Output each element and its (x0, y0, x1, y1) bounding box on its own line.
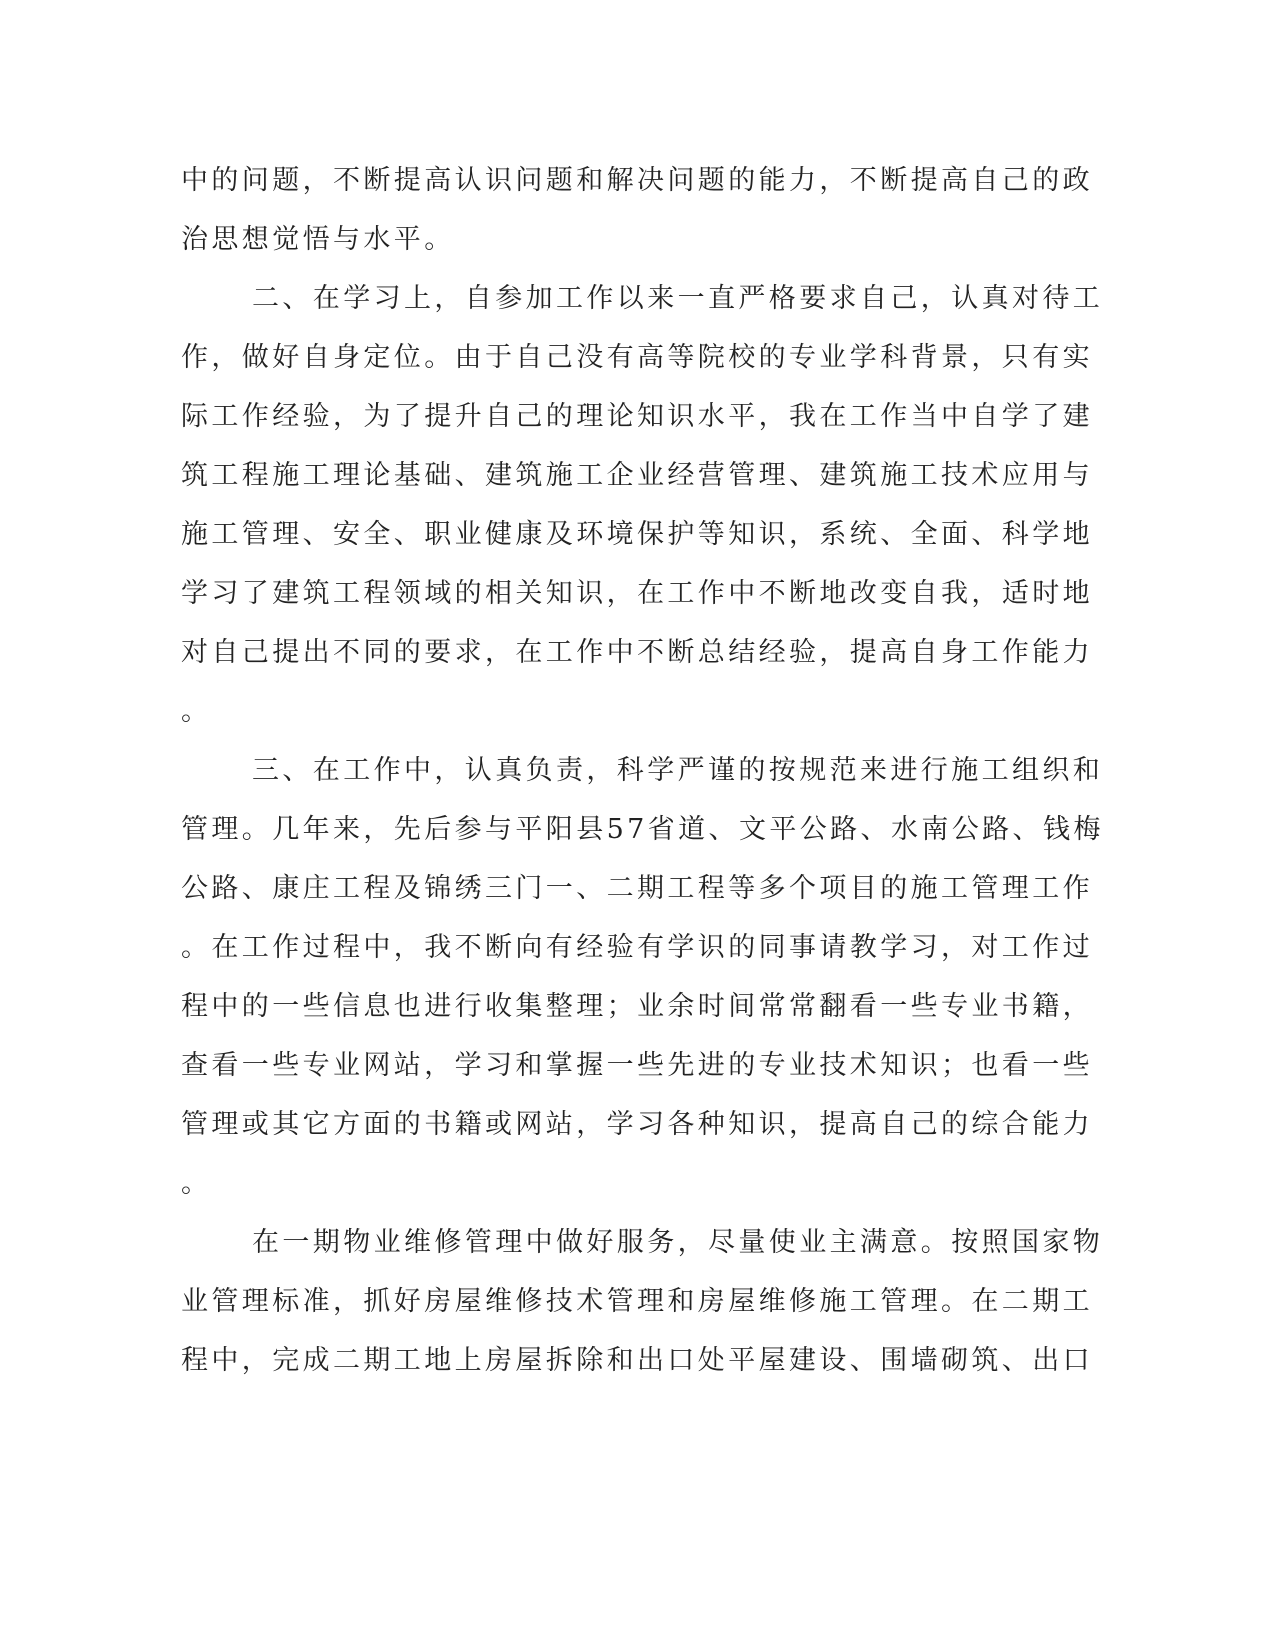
text-line: 公路、康庄工程及锦绣三门一、二期工程等多个项目的施工管理工作 (181, 873, 1093, 904)
text-line: 管理。几年来，先后参与平阳县57省道、文平公路、水南公路、钱梅 (181, 814, 1104, 845)
text-line: 学习了建筑工程领域的相关知识，在工作中不断地改变自我，适时地 (181, 578, 1093, 609)
text-line: 作，做好自身定位。由于自己没有高等院校的专业学科背景，只有实 (181, 342, 1093, 373)
text-line: 程中的一些信息也进行收集整理；业余时间常常翻看一些专业书籍， (181, 991, 1093, 1022)
text-line: 筑工程施工理论基础、建筑施工企业经营管理、建筑施工技术应用与 (181, 460, 1093, 491)
text-line: 。在工作过程中，我不断向有经验有学识的同事请教学习，对工作过 (181, 932, 1093, 963)
text-line: 施工管理、安全、职业健康及环境保护等知识，系统、全面、科学地 (181, 519, 1093, 550)
paragraph-start-line: 三、在工作中，认真负责，科学严谨的按规范来进行施工组织和 (252, 755, 1104, 786)
paragraph-start-line: 二、在学习上，自参加工作以来一直严格要求自己，认真对待工 (252, 283, 1104, 314)
text-line: 。 (181, 1168, 212, 1199)
text-line: 管理或其它方面的书籍或网站，学习各种知识，提高自己的综合能力 (181, 1109, 1093, 1140)
text-line: 查看一些专业网站，学习和掌握一些先进的专业技术知识；也看一些 (181, 1050, 1093, 1081)
text-line: 中的问题，不断提高认识问题和解决问题的能力，不断提高自己的政 (181, 165, 1093, 196)
text-line: 对自己提出不同的要求，在工作中不断总结经验，提高自身工作能力 (181, 637, 1093, 668)
text-line: 治思想觉悟与水平。 (181, 224, 455, 255)
text-line: 。 (181, 696, 212, 727)
text-line: 程中，完成二期工地上房屋拆除和出口处平屋建设、围墙砌筑、出口 (181, 1345, 1093, 1376)
paragraph-start-line: 在一期物业维修管理中做好服务，尽量使业主满意。按照国家物 (252, 1227, 1104, 1258)
text-line: 业管理标准，抓好房屋维修技术管理和房屋维修施工管理。在二期工 (181, 1286, 1093, 1317)
text-line: 际工作经验，为了提升自己的理论知识水平，我在工作当中自学了建 (181, 401, 1093, 432)
